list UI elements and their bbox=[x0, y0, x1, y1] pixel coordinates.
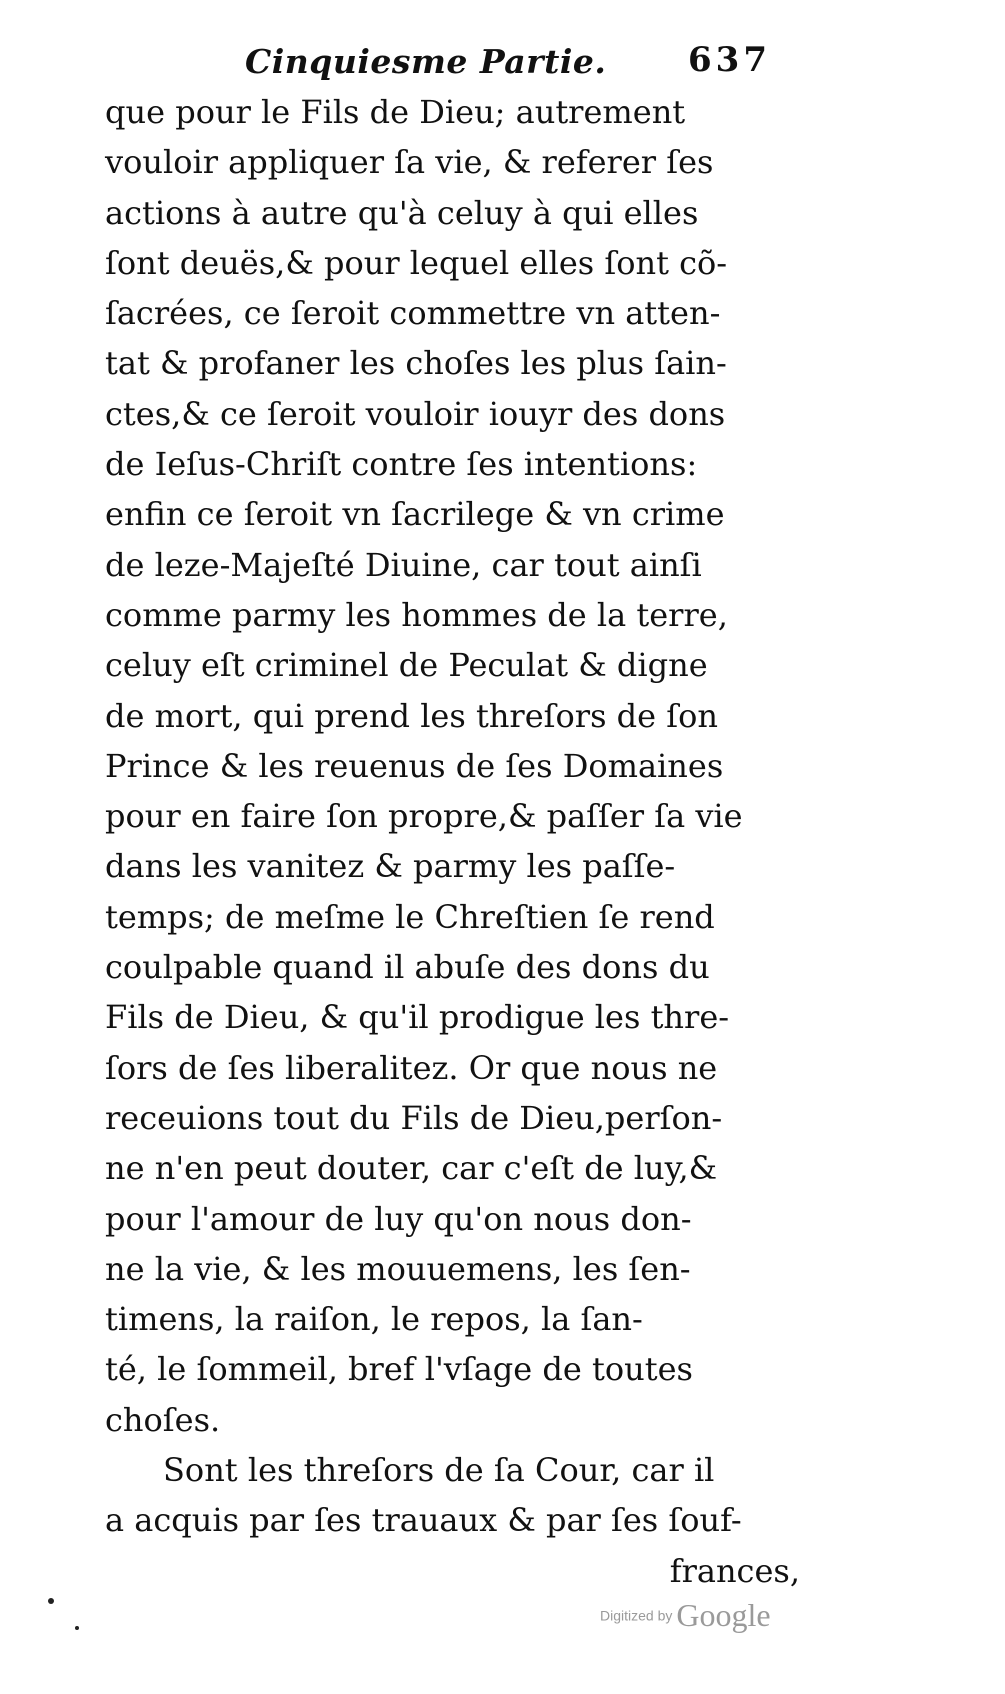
page-header bbox=[0, 30, 1005, 90]
text-line: ne n'en peut douter, car c'eſt de luy,& bbox=[105, 1149, 718, 1188]
text-line: de Ieſus-Chriſt contre ſes intentions: bbox=[105, 445, 698, 484]
text-line: pour en faire ſon propre,& paſſer ſa vie bbox=[105, 797, 743, 836]
text-line: Fils de Dieu, & qu'il prodigue les thre- bbox=[105, 998, 730, 1037]
text-line: coulpable quand il abuſe des dons du bbox=[105, 948, 710, 987]
running-title: Cinquiesme Partie. bbox=[245, 42, 607, 81]
text-line: celuy eſt criminel de Peculat & digne bbox=[105, 646, 708, 685]
text-line: ſacrées, ce ſeroit commettre vn atten- bbox=[105, 294, 721, 333]
digitized-by-label: Digitized by bbox=[600, 1607, 673, 1624]
text-line: receuions tout du Fils de Dieu,perſon- bbox=[105, 1098, 723, 1137]
text-line: de mort, qui prend les threſors de ſon bbox=[105, 696, 718, 735]
body-text bbox=[105, 87, 805, 1596]
text-line: té, le ſommeil, bref l'vſage de toutes bbox=[105, 1350, 693, 1389]
text-line: que pour le Fils de Dieu; autrement bbox=[105, 93, 686, 131]
text-line: ctes,& ce ſeroit vouloir iouyr des dons bbox=[105, 394, 726, 433]
ink-speck bbox=[75, 1626, 79, 1630]
text-line: ne la vie, & les mouuemens, les ſen- bbox=[105, 1249, 691, 1288]
google-logo-text: Google bbox=[676, 1597, 771, 1633]
text-line: temps; de meſme le Chreſtien ſe rend bbox=[105, 897, 715, 936]
text-line: ſors de ſes liberalitez. Or que nous ne bbox=[105, 1048, 718, 1087]
text-line: tat & profaner les choſes les plus ſain- bbox=[105, 344, 727, 383]
text-line: de leze-Majeſté Diuine, car tout ainſi bbox=[105, 545, 702, 584]
text-line: enfin ce ſeroit vn ſacrilege & vn crime bbox=[105, 495, 725, 534]
text-line: Prince & les reuenus de ſes Domaines bbox=[105, 746, 724, 785]
text-line: dans les vanitez & parmy les paſſe- bbox=[105, 847, 676, 886]
ink-speck bbox=[48, 1598, 54, 1604]
text-line: actions à autre qu'à celuy à qui elles bbox=[105, 193, 699, 232]
text-line: comme parmy les hommes de la terre, bbox=[105, 595, 728, 634]
text-line: choſes. bbox=[105, 1400, 221, 1439]
paragraph-start-line: Sont les threſors de ſa Cour, car il bbox=[163, 1451, 715, 1490]
text-line: vouloir appliquer ſa vie, & referer ſes bbox=[105, 143, 714, 182]
catchword-line: frances, bbox=[669, 1551, 800, 1590]
digitized-watermark bbox=[600, 1597, 771, 1637]
page-number: 637 bbox=[688, 40, 771, 80]
text-line: ſont deuës,& pour lequel elles ſont cõ- bbox=[105, 243, 728, 282]
text-line: pour l'amour de luy qu'on nous don- bbox=[105, 1199, 692, 1238]
text-line: a acquis par ſes trauaux & par ſes ſouf- bbox=[105, 1501, 742, 1540]
text-line: timens, la raiſon, le repos, la ſan- bbox=[105, 1300, 643, 1339]
